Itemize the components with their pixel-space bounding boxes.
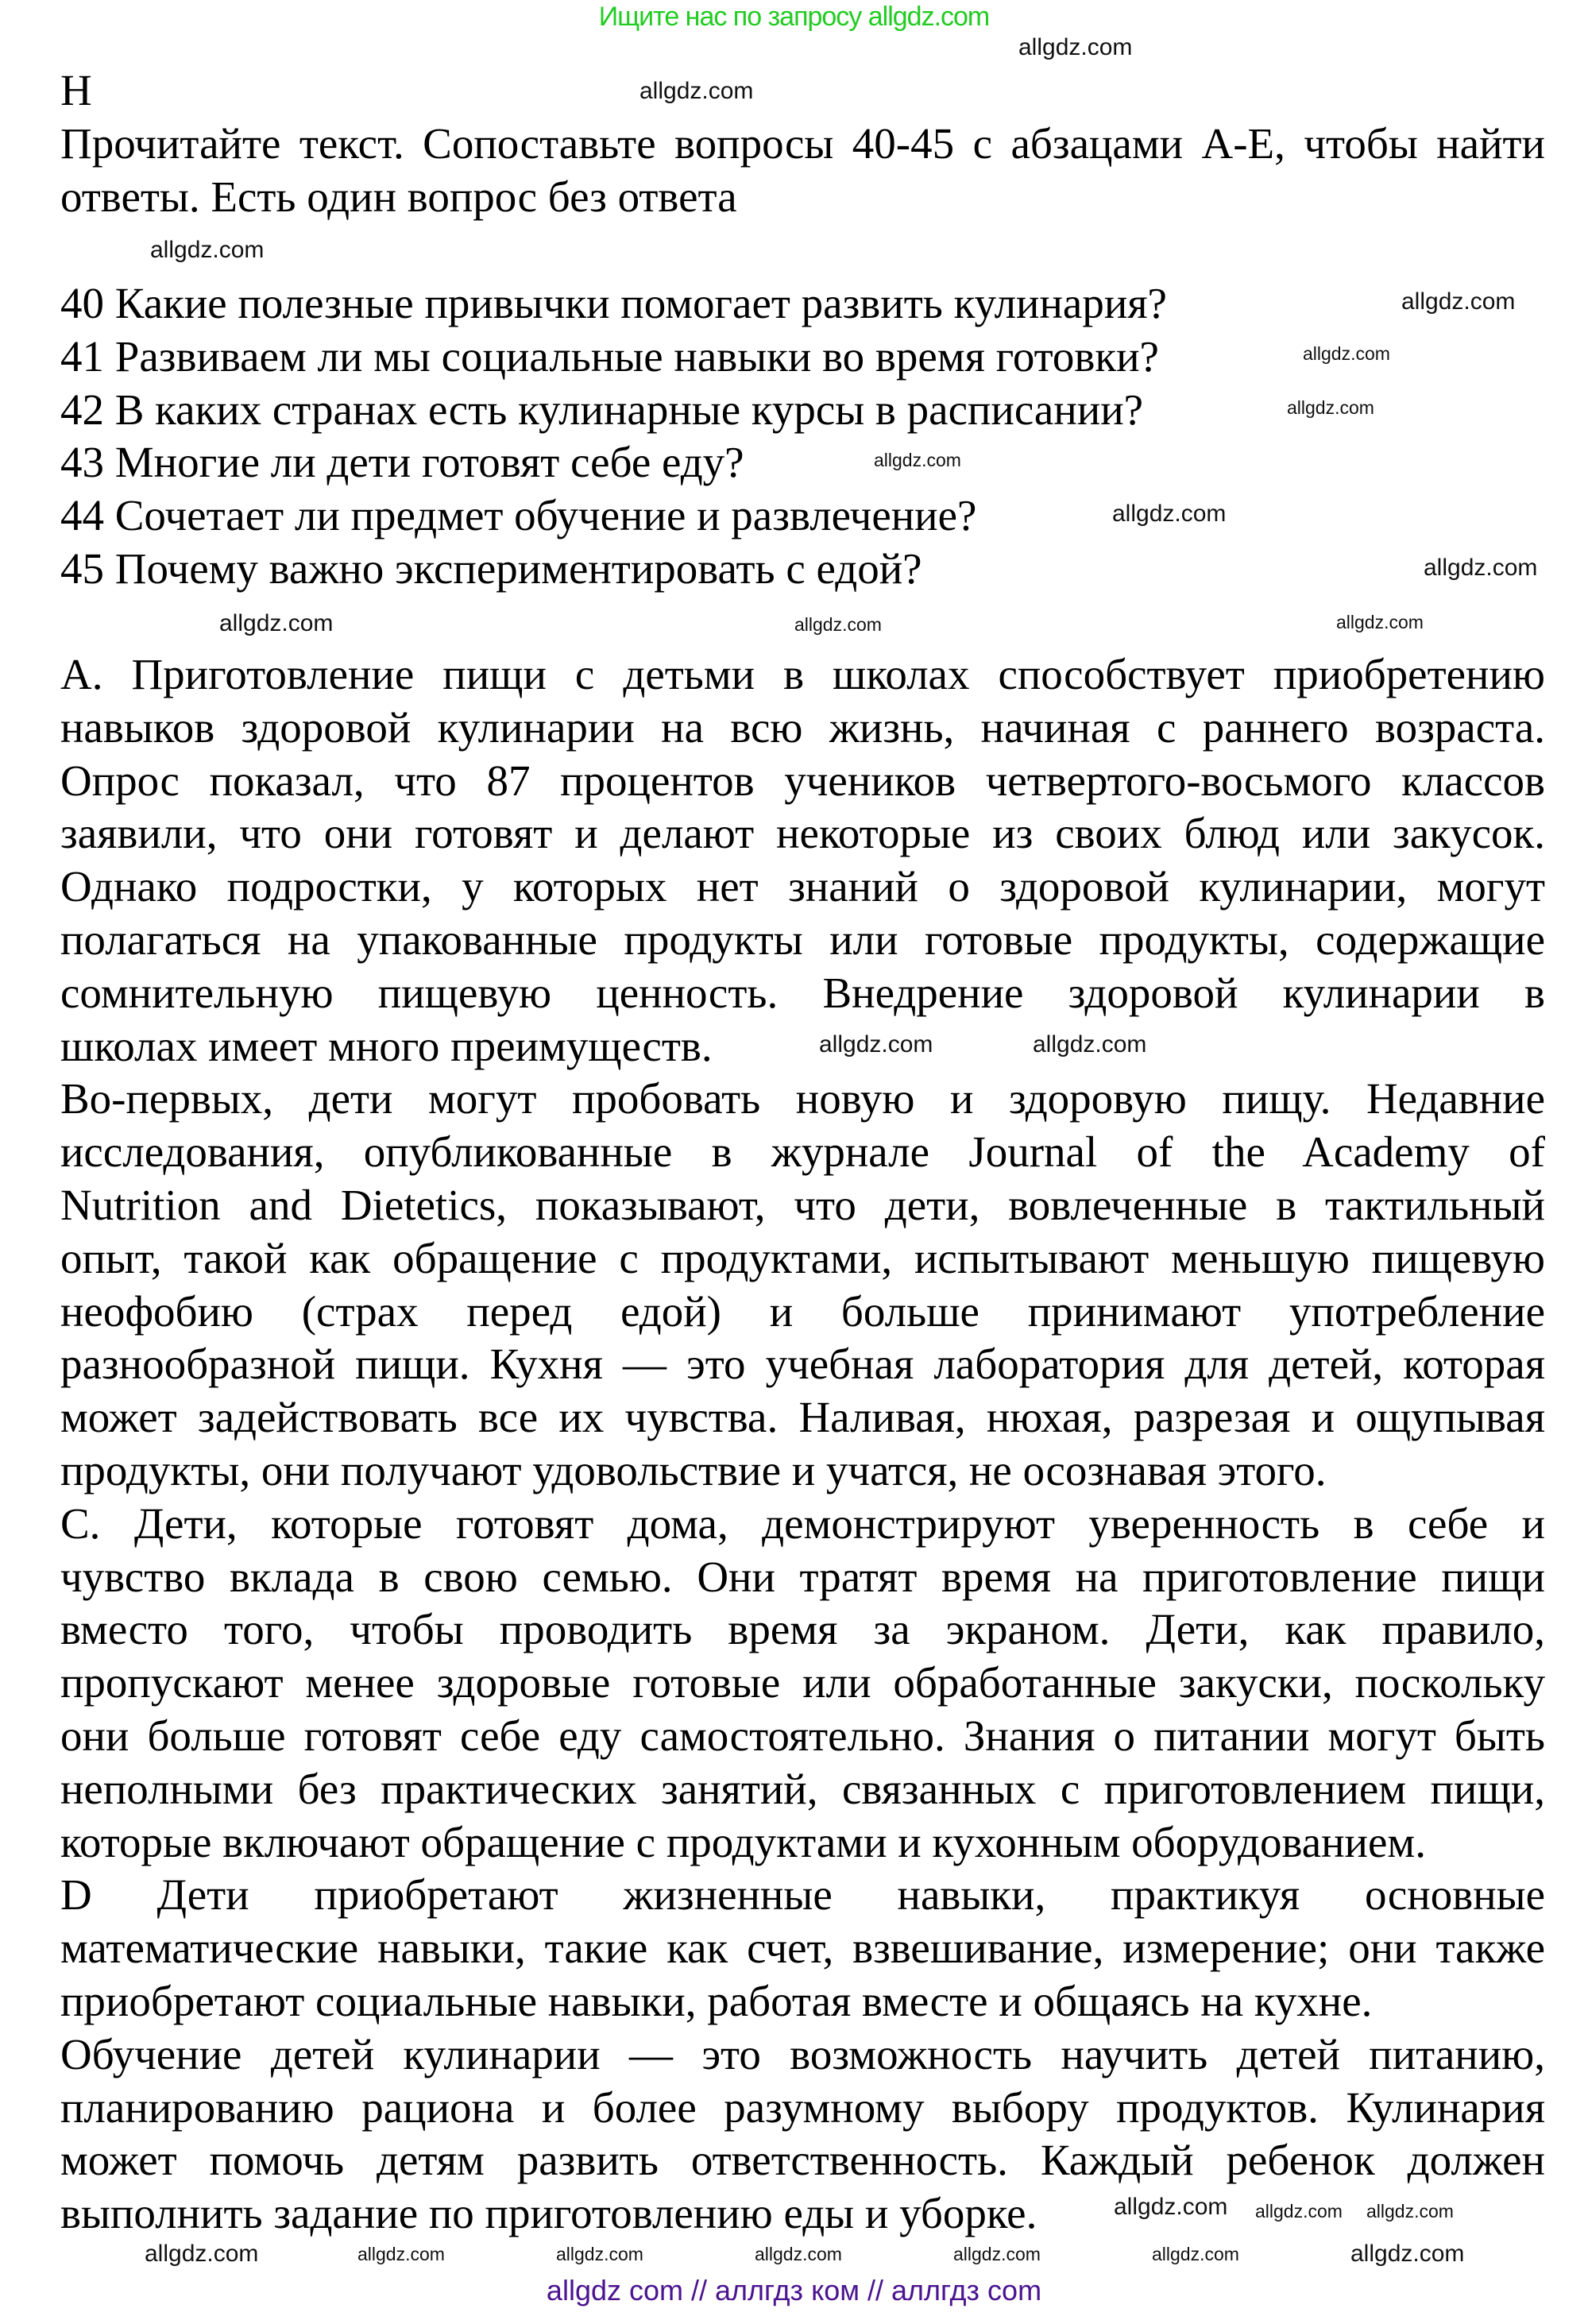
paragraph-line: Однако подростки, у которых нет знаний о здоровой кулинарии, могут <box>60 862 1545 911</box>
question-item: 43 Многие ли дети готовят себе еду? <box>60 438 744 487</box>
watermark: allgdz.com <box>953 2244 1041 2264</box>
paragraph-line: C. Дети, которые готовят дома, демонстрируют уверенность в себе и <box>60 1498 1545 1548</box>
watermark: allgdz.com <box>357 2244 445 2264</box>
paragraph-line: которые включают обращение с продуктами и кухонным оборудованием. <box>60 1817 1426 1866</box>
paragraph-line: они больше готовят себе еду самостоятельно. Знания о питании могут быть <box>60 1711 1545 1760</box>
paragraph-line: D Дети приобретают жизненные навыки, практикуя основные <box>60 1870 1545 1920</box>
watermark: allgdz.com <box>819 1031 933 1058</box>
paragraph-line: школах имеет много преимуществ. <box>60 1021 713 1070</box>
paragraph-line: чувство вклада в свою семью. Они тратят время на приготовление пищи <box>60 1552 1545 1601</box>
paragraph-line: пропускают менее здоровые готовые или обработанные закуски, поскольку <box>60 1658 1545 1707</box>
question-item: 41 Развиваем ли мы социальные навыки во время готовки? <box>60 331 1159 381</box>
paragraph-line: исследования, опубликованные в журнале Journal of the Academy of <box>60 1127 1545 1177</box>
question-item: 44 Сочетает ли предмет обучение и развлечение? <box>60 491 977 540</box>
watermark: allgdz.com <box>639 78 754 104</box>
watermark: allgdz.com <box>794 614 882 635</box>
paragraph-line: планированию рациона и более разумному выбору продуктов. Кулинария <box>60 2082 1545 2132</box>
paragraph-line: сомнительную пищевую ценность. Внедрение здоровой кулинарии в <box>60 968 1545 1017</box>
paragraph-line: Nutrition and Dietetics, показывают, что дети, вовлеченные в тактильный <box>60 1181 1545 1229</box>
watermark: allgdz.com <box>1152 2244 1239 2264</box>
watermark: allgdz.com <box>1366 2201 1454 2222</box>
instruction-line: Прочитайте текст. Сопоставьте вопросы 40-45 с абзацами A-E, чтобы найти <box>60 119 1545 168</box>
watermark: allgdz.com <box>150 237 265 263</box>
paragraph-line: A. Приготовление пищи с детьми в школах способствует приобретению <box>60 650 1545 698</box>
paragraph-line: может помочь детям развить ответственность. Каждый ребенок должен <box>60 2136 1545 2185</box>
watermark: allgdz.com <box>556 2244 643 2264</box>
watermark: allgdz.com <box>219 610 334 636</box>
watermark: allgdz.com <box>1350 2241 1465 2267</box>
watermark: allgdz.com <box>1112 501 1227 527</box>
paragraph-line: навыков здоровой кулинарии на всю жизнь, начиная с раннего возраста. <box>60 702 1545 752</box>
paragraph-line: неполными без практических занятий, связанных с приготовлением пищи, <box>60 1764 1545 1813</box>
watermark: allgdz.com <box>1401 288 1516 315</box>
watermark: allgdz.com <box>145 2241 259 2267</box>
watermark: allgdz.com <box>1033 1031 1147 1058</box>
paragraph-line: неофобию (страх перед едой) и больше принимают употребление <box>60 1286 1545 1336</box>
instruction-line: ответы. Есть один вопрос без ответа <box>60 172 737 221</box>
paragraph-line: продукты, они получают удовольствие и учатся, не осознавая этого. <box>60 1446 1327 1495</box>
watermark: allgdz.com <box>1255 2201 1343 2222</box>
watermark: allgdz.com <box>1018 34 1133 60</box>
footer-banner: allgdz com // аллгдз ком // аллгдз com <box>546 2274 1042 2307</box>
watermark: allgdz.com <box>874 450 961 470</box>
watermark: allgdz.com <box>1303 343 1390 364</box>
question-item: 40 Какие полезные привычки помогает развить кулинария? <box>60 279 1167 327</box>
watermark: allgdz.com <box>1114 2194 1228 2220</box>
paragraph-line: вместо того, чтобы проводить время за экраном. Дети, как правило, <box>60 1605 1545 1654</box>
section-letter: H <box>60 66 92 114</box>
paragraph-line: полагаться на упакованные продукты или готовые продукты, содержащие <box>60 915 1545 964</box>
watermark: allgdz.com <box>755 2244 842 2264</box>
watermark: allgdz.com <box>1424 555 1538 581</box>
watermark: allgdz.com <box>1336 612 1424 632</box>
paragraph-line: может задействовать все их чувства. Наливая, нюхая, разрезая и ощупывая <box>60 1393 1545 1442</box>
header-banner: Ищите нас по запросу allgdz.com <box>598 2 990 32</box>
paragraph-line: опыт, такой как обращение с продуктами, испытывают меньшую пищевую <box>60 1233 1545 1282</box>
paragraph-line: Обучение детей кулинарии — это возможность научить детей питанию, <box>60 2029 1545 2078</box>
paragraph-line: заявили, что они готовят и делают некоторые из своих блюд или закусок. <box>60 809 1545 858</box>
question-item: 42 В каких странах есть кулинарные курсы в расписании? <box>60 385 1144 434</box>
paragraph-line: разнообразной пищи. Кухня — это учебная лаборатория для детей, которая <box>60 1340 1545 1389</box>
question-item: 45 Почему важно экспериментировать с едой? <box>60 544 922 593</box>
paragraph-line: выполнить задание по приготовлению еды и уборке. <box>60 2189 1037 2238</box>
paragraph-line: приобретают социальные навыки, работая вместе и общаясь на кухне. <box>60 1977 1373 2025</box>
watermark: allgdz.com <box>1287 397 1374 418</box>
paragraph-line: математические навыки, такие как счет, взвешивание, измерение; они также <box>60 1924 1545 1973</box>
paragraph-line: Опрос показал, что 87 процентов учеников четвертого-восьмого классов <box>60 756 1545 805</box>
paragraph-line: Во-первых, дети могут пробовать новую и здоровую пищу. Недавние <box>60 1074 1545 1123</box>
